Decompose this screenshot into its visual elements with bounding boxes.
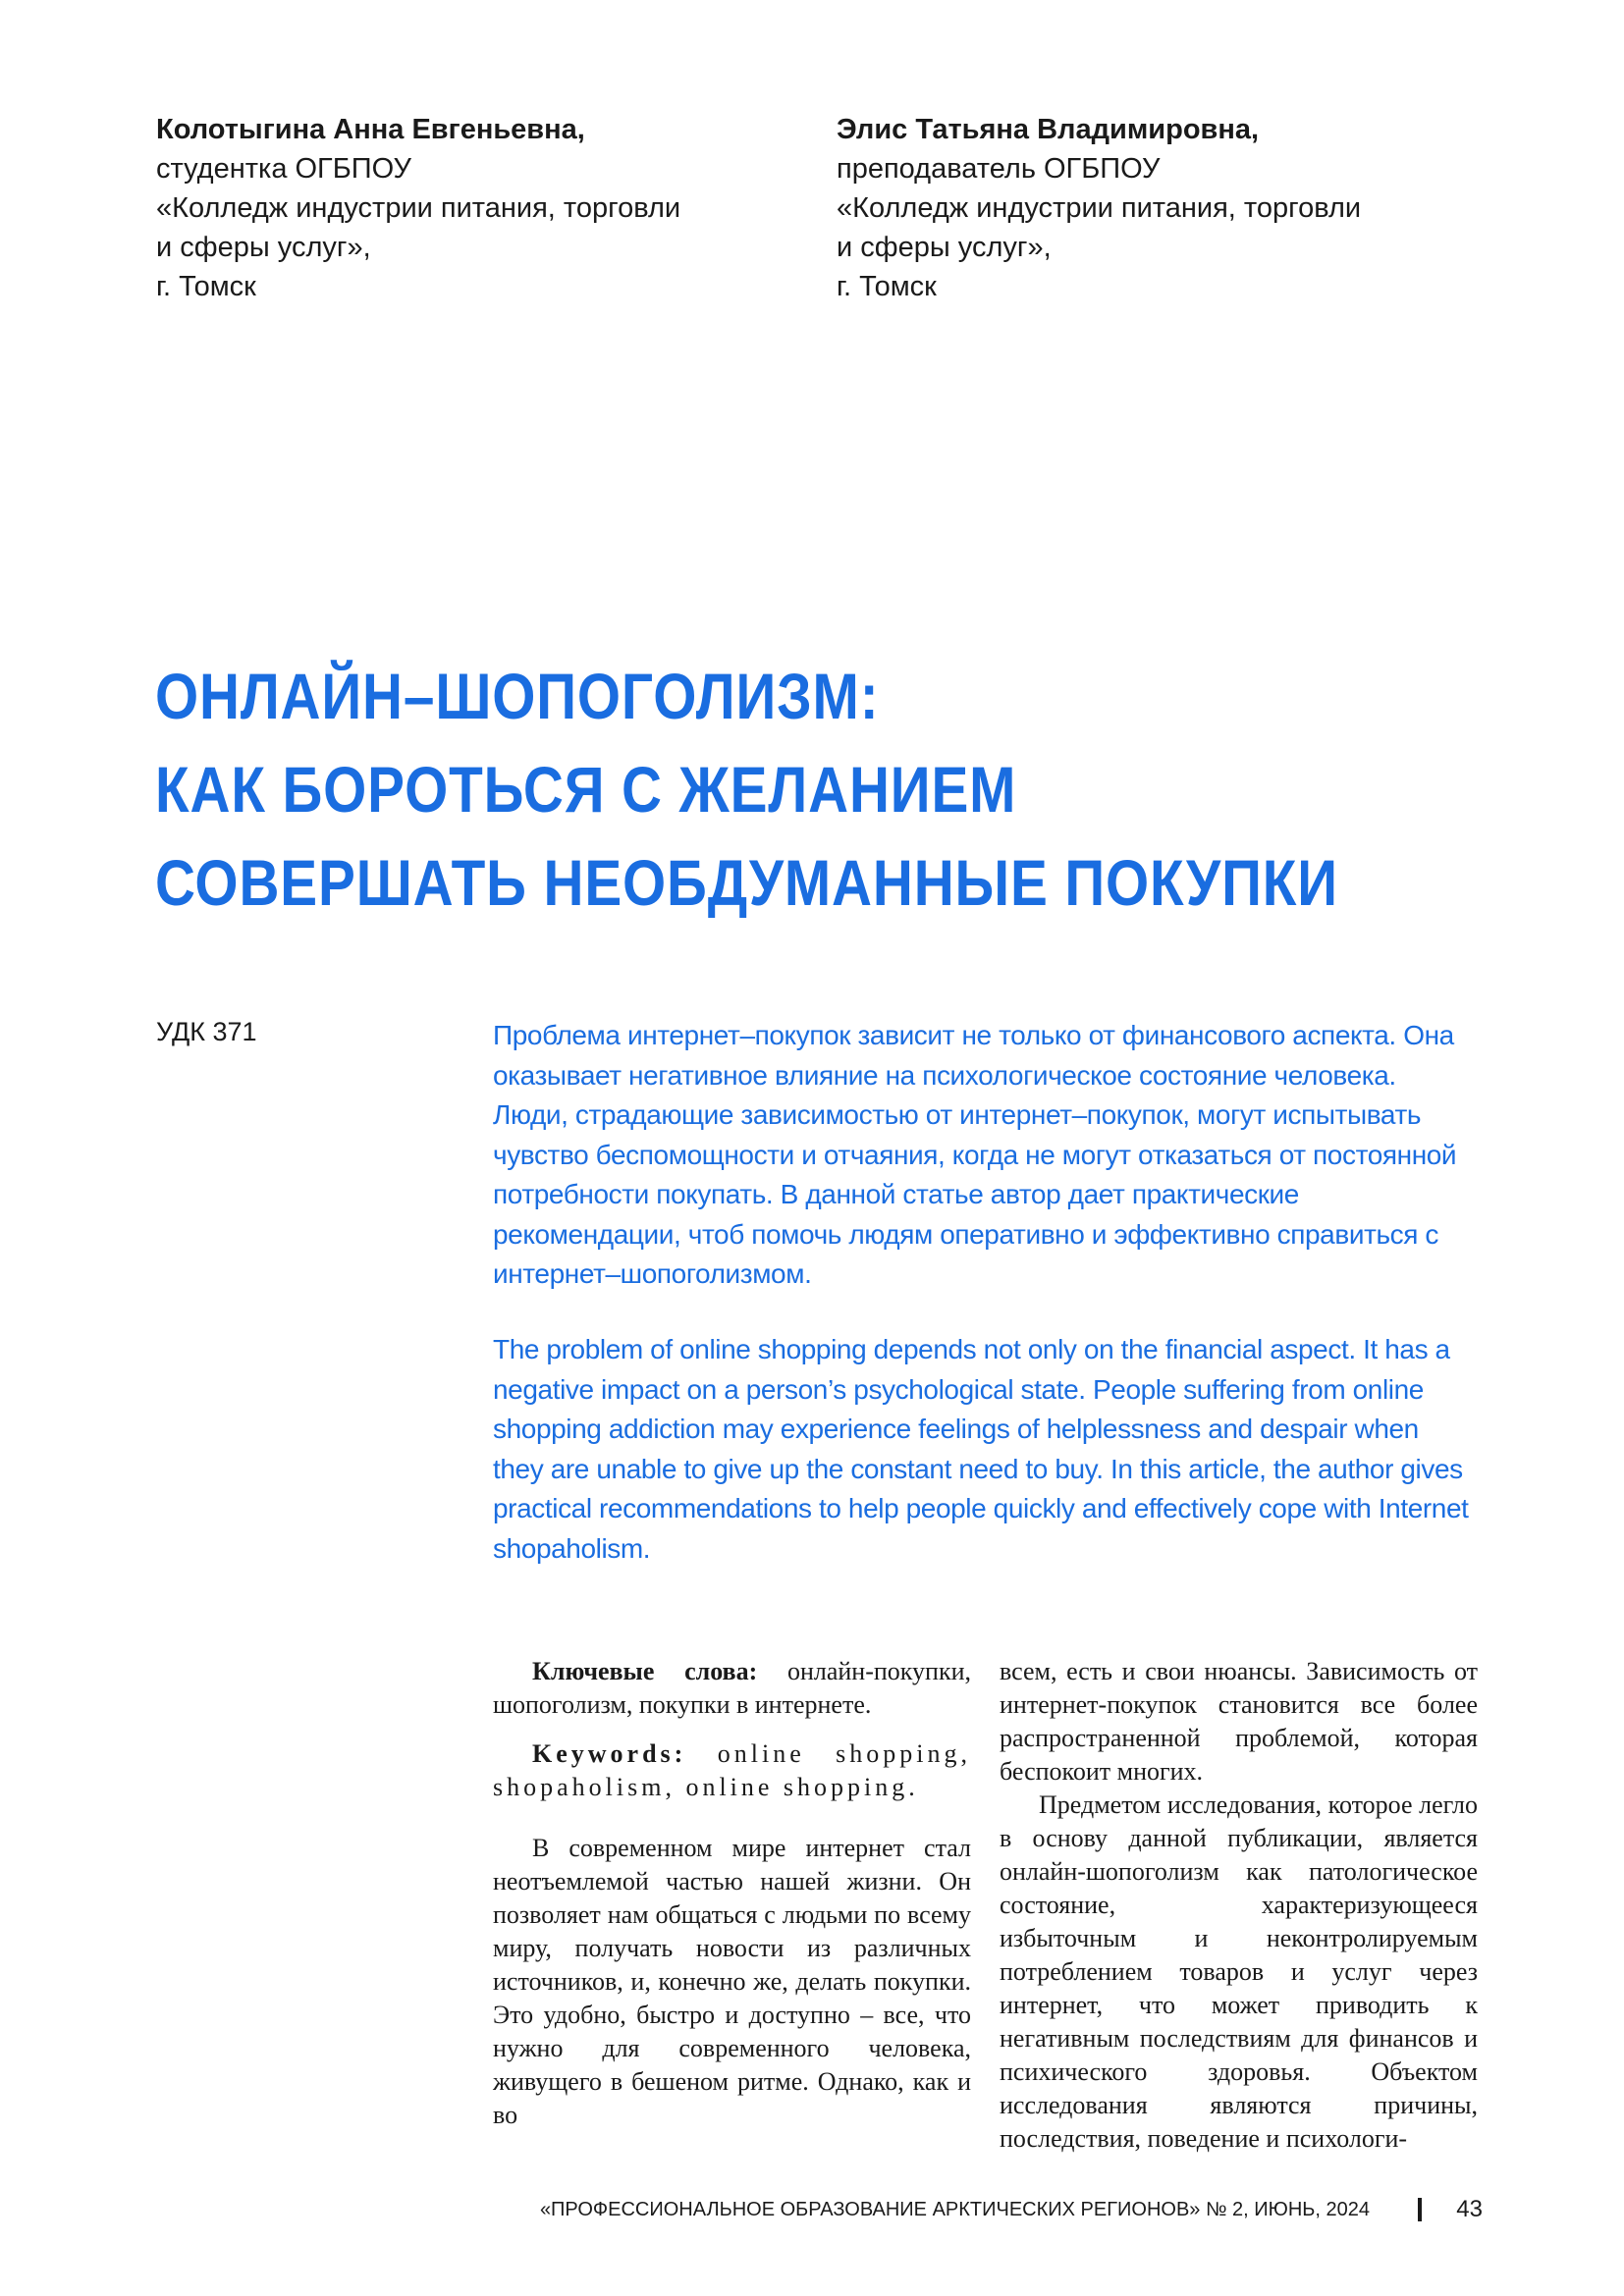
body-paragraph-1: В современном мире интернет стал неотъемлемой частью нашей жизни. Он позволяет нам общаться с людьми по всему миру, получать новости из различных источников, и, конечно же, делать покупки. Это удобно, быстро и доступно – все, что нужно для современного человека, живущего в бешеном ритме. Однако, как и во (493, 1834, 971, 2129)
article-title (155, 650, 1337, 930)
body-column-left (493, 1655, 971, 2132)
author-organization: «Колледж индустрии питания, торговли (156, 192, 681, 224)
footer-divider (1418, 2198, 1422, 2221)
abstract-russian: Проблема интернет–покупок зависит не только от финансового аспекта. Она оказывает негативное влияние на психологическое состояние человека. Люди, страдающие зависимостью от интернет–покупок, могут испытывать чувство беспомощности и отчаяния, когда не могут отказаться от постоянной потребности покупать. В данной статье автор дает практические рекомендации, чтоб помочь людям оперативно и эффективно справиться с интернет–шопоголизмом. (493, 1020, 1457, 1289)
keywords-label: Keywords: (532, 1739, 687, 1768)
keywords-text: online shopping, shopaholism, online shopping. (493, 1739, 971, 1801)
author-name: Элис Татьяна Владимировна, (837, 114, 1260, 145)
page-number: 43 (1456, 2196, 1483, 2222)
abstract-english: The problem of online shopping depends not only on the financial aspect. It has a negative impact on a person’s psychological state. People suffering from online shopping addiction may experience feelings of helplessness and despair when they are unable to give up the constant need to buy. In this article, the author gives practical recommendations to help people quickly and effectively cope with Internet shopaholism. (493, 1334, 1469, 1564)
page-footer (539, 2192, 1483, 2227)
title-line-3: СОВЕРШАТЬ НЕОБДУМАННЫЕ ПОКУПКИ (155, 846, 1338, 919)
author-position: студентка ОГБПОУ (156, 153, 411, 185)
body-column-right (1000, 1655, 1478, 2156)
author-organization: «Колледж индустрии питания, торговли (837, 192, 1362, 224)
keywords-russian (493, 1655, 971, 1722)
author-organization-cont: и сферы услуг», (156, 232, 371, 263)
author-city: г. Томск (156, 271, 256, 302)
title-line-2: КАК БОРОТЬСЯ С ЖЕЛАНИЕМ (155, 753, 1017, 826)
keywords-english (493, 1737, 971, 1804)
journal-name: «ПРОФЕССИОНАЛЬНОЕ ОБРАЗОВАНИЕ АРКТИЧЕСКИХ РЕГИОНОВ» № 2, ИЮНЬ, 2024 (539, 2199, 1370, 2220)
body-paragraph-2: Предметом исследования, которое легло в основу данной публикации, является онлайн-шопоголизм как патологическое состояние, характеризующееся избыточным и неконтролируемым потреблением товаров и услуг через интернет, что может приводить к негативным последствиям для финансов и психического здоровья. Объектом исследования являются причины, последствия, поведение и психологи- (1000, 1790, 1478, 2153)
title-line-1: ОНЛАЙН–ШОПОГОЛИЗМ: (155, 660, 880, 732)
author-city: г. Томск (837, 271, 937, 302)
udk-code: УДК 371 (156, 1017, 257, 1046)
author-block-2 (837, 110, 1426, 306)
author-name: Колотыгина Анна Евгеньевна, (156, 114, 585, 145)
author-organization-cont: и сферы услуг», (837, 232, 1052, 263)
author-position: преподаватель ОГБПОУ (837, 153, 1161, 185)
keywords-text: онлайн-покупки, шопоголизм, покупки в интернете. (493, 1657, 971, 1719)
author-block-1 (156, 110, 706, 306)
keywords-label: Ключевые слова: (532, 1657, 758, 1685)
body-paragraph-1-continued: всем, есть и свои нюансы. Зависимость от интернет-покупок становится все более распространенной проблемой, которая беспокоит многих. (1000, 1657, 1478, 1786)
